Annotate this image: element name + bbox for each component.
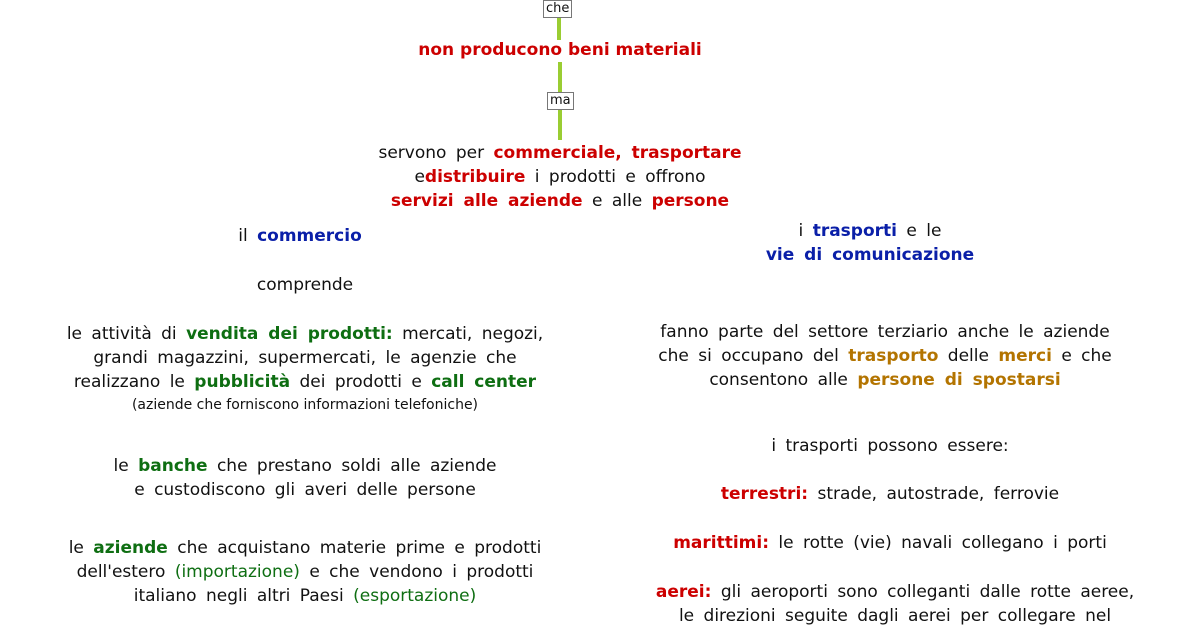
central-line-2 [300, 165, 820, 189]
left-b3-l1-text-b: che acquistano materie prime e prodotti [177, 538, 542, 558]
central-line-1 [300, 141, 820, 165]
right-heading-2: vie di comunicazione [765, 245, 975, 265]
right-p1-l2-highlight-a: trasporto [848, 346, 939, 366]
right-transport-marittimi [640, 531, 1140, 555]
central-line-3 [300, 189, 820, 213]
left-heading [150, 224, 450, 248]
heading-non-producono: non producono beni materiali [418, 40, 702, 60]
central-line-1-highlight: commerciale, trasportare [493, 143, 742, 163]
left-b1-l3-highlight-a: pubblicità [194, 372, 291, 392]
right-transport-terrestri [640, 482, 1140, 506]
right-terrestri-label: terrestri: [720, 484, 809, 504]
right-p1-l3-text: consentono alle [709, 370, 848, 390]
left-b3-l3-green: (esportazione) [353, 586, 477, 606]
right-heading-1 [700, 219, 1040, 243]
right-para2: i trasporti possono essere: [771, 436, 1009, 456]
connector-label-ma: ma [547, 92, 574, 110]
connector-label-che: che [543, 0, 572, 18]
right-transport-aerei-line2: le direzioni seguite dagli aerei per collegare nel [678, 606, 1112, 626]
central-line-2-text-a: e [414, 167, 425, 187]
left-block3-line3 [20, 584, 590, 608]
right-transport-aerei [610, 580, 1180, 604]
central-line-3-text: e alle [591, 191, 643, 211]
left-b3-l2-text-b: e che vendono i prodotti [309, 562, 534, 582]
left-b3-l2-green: (importazione) [174, 562, 300, 582]
right-terrestri-text: strade, autostrade, ferrovie [817, 484, 1060, 504]
left-b1-l3-highlight-b: call center [431, 372, 537, 392]
left-block2-line1 [20, 454, 590, 478]
left-b3-l3-text: italiano negli altri Paesi [133, 586, 344, 606]
left-b3-l2-text-a: dell'estero [76, 562, 166, 582]
left-b1-l1-highlight: vendita dei prodotti: [186, 324, 393, 344]
central-line-3-highlight-b: persone [651, 191, 730, 211]
right-p1-l2-text-b: delle [947, 346, 989, 366]
left-block1-line4: (aziende che forniscono informazioni telefoniche) [131, 397, 479, 413]
right-heading-1-highlight: trasporti [812, 221, 897, 241]
left-b1-l3-text-b: dei prodotti e [299, 372, 422, 392]
left-comprende: comprende [256, 275, 354, 295]
right-aerei-text: gli aeroporti sono colleganti dalle rotte aeree, [720, 582, 1135, 602]
left-block3-line2 [20, 560, 590, 584]
left-block1-line3 [20, 370, 590, 394]
right-p1-l2-highlight-b: merci [998, 346, 1052, 366]
left-b3-l1-highlight: aziende [93, 538, 168, 558]
right-marittimi-text: le rotte (vie) navali collegano i porti [778, 533, 1107, 553]
central-line-3-highlight-a: servizi alle aziende [390, 191, 583, 211]
left-heading-text: il [238, 226, 248, 246]
left-b2-l1-text-a: le [113, 456, 129, 476]
right-heading-1-text-b: e le [906, 221, 942, 241]
left-b2-l1-highlight: banche [138, 456, 208, 476]
right-heading-1-text-a: i [798, 221, 804, 241]
left-b3-l1-text-a: le [68, 538, 84, 558]
right-marittimi-label: marittimi: [673, 533, 770, 553]
right-aerei-label: aerei: [655, 582, 712, 602]
left-b1-l3-text-a: realizzano le [73, 372, 185, 392]
left-b2-l1-text-b: che prestano soldi alle aziende [216, 456, 497, 476]
left-block1-line1 [20, 322, 590, 346]
central-line-2-text-b: i prodotti e offrono [534, 167, 706, 187]
central-line-2-highlight: distribuire [424, 167, 526, 187]
right-p1-l2-text-a: che si occupano del [658, 346, 839, 366]
right-p1-l2-text-c: e che [1061, 346, 1112, 366]
left-b1-l1-text-a: le attività di [66, 324, 177, 344]
left-block2-line2: e custodiscono gli averi delle persone [134, 480, 476, 500]
left-block3-line1 [20, 536, 590, 560]
left-block1-line2: grandi magazzini, supermercati, le agenzie che [93, 348, 517, 368]
central-line-1-text: servono per [378, 143, 485, 163]
left-heading-highlight: commercio [257, 226, 362, 246]
right-para1-line1: fanno parte del settore terziario anche le aziende [660, 322, 1110, 342]
right-para1-line3 [600, 368, 1170, 392]
right-para1-line2 [600, 344, 1170, 368]
left-b1-l1-text-b: mercati, negozi, [402, 324, 544, 344]
right-p1-l3-highlight: persone di spostarsi [857, 370, 1061, 390]
